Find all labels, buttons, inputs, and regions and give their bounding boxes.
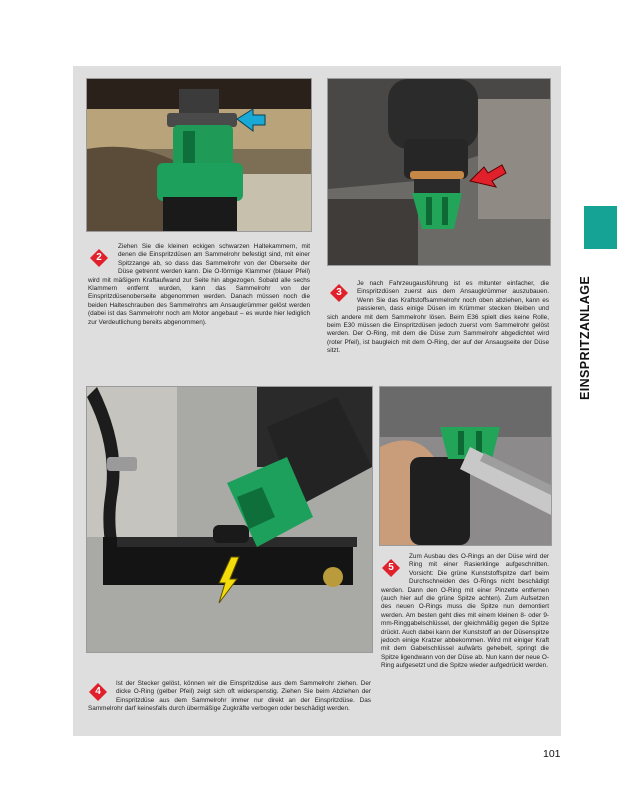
step-3-text: Je nach Fahrzeugausführung ist es mitunter einfacher, die Einspritzdüsen zuerst aus dem Ansaugkrümmer auszubauen. Wenn Sie das Kraftstoffsammelrohr noch oben abziehen, kann es passieren, dass einige Düsen im Krümmer stecken bleiben und sich andere mit dem Sammelrohr lösen. Beim E36 spielt dies keine Rolle, beim E30 müssen die Einspritzdüsen jedoch zuerst vom Sammelrohr gelöst werden. Der O-Ring, mit dem die Düse zum Sammelrohr abgedichtet wird (roter Pfeil), ist baugleich mit dem O-Ring, der auf der Ansaugseite der Düse sitzt.: [327, 280, 549, 355]
step-5-number: 5: [388, 562, 394, 573]
section-color-tab: [584, 206, 617, 249]
step-2-caption: [88, 243, 310, 327]
badge-spacer: [327, 280, 357, 306]
badge-spacer: [88, 680, 116, 698]
badge-spacer: [88, 243, 118, 269]
photo-injector-clip: [86, 78, 312, 232]
step-2-text: Ziehen Sie die kleinen eckigen schwarzen Haltekammern, mit denen die Einspritzdüsen am Sammelrohr befestigt sind, mit einer Spitzzange ab, so dass das Sammelrohr von der Oberseite der Düse getrennt werden kann. Die O-förmige Klammer (blauer Pfeil) wird mit mäßigem Kraftaufwand zur Seite hin abgezogen. Sobald alle sechs Klammern entfernt wurden, kann das Sammelrohr von der Einspritzdüsenoberseite abgenommen werden. Danach müssen noch die beiden Halteschrauben des Sammelrohrs am Ansaugkrümmer gelöst werden (dabei ist das Sammelrohr noch am Motor angebaut – es wurde hier lediglich zur Verdeutlichung bereits abgenommen).: [88, 243, 310, 326]
photo-injector-oring: [327, 78, 551, 266]
page-number: 101: [543, 748, 561, 760]
photo-fuel-rail: [86, 386, 373, 653]
step-5-text: Zum Ausbau des O-Rings an der Düse wird der Ring mit einer Rasierklinge aufgeschnitten. Vorsicht: Die grüne Kunststoffspitze darf beim Durchschneiden des O-Rings nicht beschädigt werden. Dann den O-Ring mit einer Pinzette entfernen (auch hier auf die grüne Spitze achten). Zum Aufsetzen des neuen O-Rings muss die Spitze nun demontiert werden. Am besten geht dies mit einem kleinen 8- oder 9-mm-Ringgabelschlüssel, der gleichmäßig gegen die Spitze drückt. Auch dabei kann der Kunststoff an der Düsenspitze jedoch einige Kratzer abbekommen. Wird mit einiger Kraft mit dem Gabelschlüssel aufwärts gehebelt, springt die Spitze ligendwann von der Düse ab. Nun kann der neue O-Ring aufgesetzt und die Spitze wieder aufgedrückt werden.: [381, 553, 549, 670]
step-4-text: Ist der Stecker gelöst, können wir die Einspritzdüse aus dem Sammelrohr ziehen. Der dicke O-Ring (gelber Pfeil) zeigt sich oft widerspenstig. Ziehen Sie beim Abziehen der Einspritzdüse aus dem Sammelrohr immer nur direkt an der Einspritzdüse. Das Sammelrohr darf keinesfalls durch übermäßige Zugkräfte verbogen oder beschädigt werden.: [88, 680, 371, 713]
photo-wrench: [379, 386, 552, 546]
step-3-number: 3: [336, 287, 342, 298]
step-5-caption: [381, 553, 549, 671]
badge-spacer: [381, 553, 409, 579]
step-2-number: 2: [96, 252, 102, 263]
section-title: EINSPRITZANLAGE: [578, 275, 592, 400]
step-4-number: 4: [95, 686, 101, 697]
step-3-caption: [327, 280, 549, 356]
step-4-caption: [88, 680, 371, 714]
